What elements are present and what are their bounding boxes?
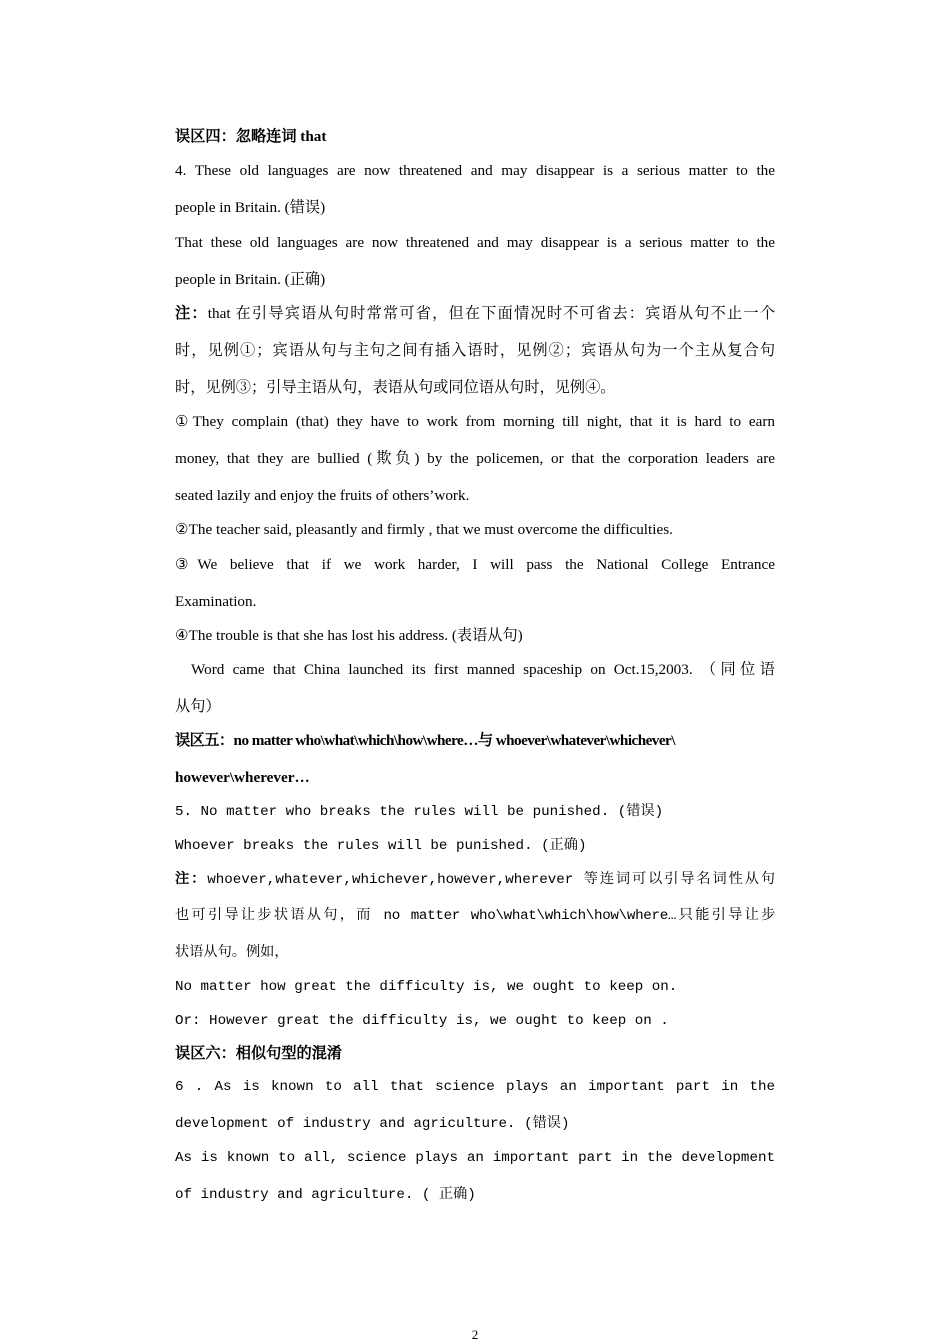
example-4-correct-line-2: people in Britain. (正确) xyxy=(175,271,326,288)
example-5-no-matter: No matter how great the difficulty is, we ought to keep on. xyxy=(175,979,678,995)
example-4-correct-line-1: That these old languages are now threatened and may disappear is a serious matter to the xyxy=(175,234,775,251)
note-5-line-3: 状语从句。例如， xyxy=(175,945,289,961)
note-4-line-3: 时，见例③；引导主语从句，表语从句或同位语从句时，见例④。 xyxy=(175,379,616,396)
heading-error-zone-5-line-1: 误区五：no matter who\what\which\how\where…与 whoever\whatever\whichever\ xyxy=(175,732,675,749)
example-c-line-2: Examination. xyxy=(175,593,257,610)
note-5-line-2: 也可引导让步状语从句，而 no matter who\what\which\how\where…只能引导让步 xyxy=(175,908,775,924)
note-text: whoever,whatever,whichever,however,wherever 等连词可以引导名词性从句 xyxy=(207,872,775,888)
example-6-wrong-line-2: development of industry and agriculture. (错误) xyxy=(175,1116,570,1132)
example-4-wrong-line-2: people in Britain. (错误) xyxy=(175,199,326,216)
note-label: 注： xyxy=(175,305,208,322)
note-text: that 在引导宾语从句时常常可省，但在下面情况时不可省去：宾语从句不止一个 xyxy=(207,305,776,322)
example-5-correct: Whoever breaks the rules will be punished. (正确) xyxy=(175,838,587,854)
note-label: 注： xyxy=(175,871,208,887)
note-5-line-1 xyxy=(175,869,775,890)
example-c-line-1: ③We believe that if we work harder, I will pass the National College Entrance xyxy=(175,556,775,573)
example-appositive-line-2: 从句） xyxy=(175,698,221,715)
heading-error-zone-5-line-2: however\wherever… xyxy=(175,769,310,786)
example-b: ②The teacher said, pleasantly and firmly , that we must overcome the difficulties. xyxy=(175,521,673,538)
heading-error-zone-4: 误区四：忽略连词 that xyxy=(175,128,327,145)
heading-error-zone-6: 误区六：相似句型的混淆 xyxy=(175,1045,343,1062)
example-5-wrong: 5. No matter who breaks the rules will be punished. (错误) xyxy=(175,804,664,820)
example-d: ④The trouble is that she has lost his address. (表语从句) xyxy=(175,627,523,644)
note-4-line-2: 时，见例①；宾语从句与主句之间有插入语时，见例②；宾语从句为一个主从复合句 xyxy=(175,342,775,359)
example-a-line-2: money, that they are bullied (欺负) by the policemen, or that the corporation leaders are xyxy=(175,450,775,467)
example-6-wrong-line-1: 6 . As is known to all that science plays an important part in the xyxy=(175,1079,775,1095)
page-number: 2 xyxy=(471,1327,479,1342)
example-6-correct-line-1: As is known to all, science plays an important part in the development xyxy=(175,1150,775,1166)
example-5-however: Or: However great the difficulty is, we ought to keep on . xyxy=(175,1013,669,1029)
note-4-line-1 xyxy=(175,304,775,324)
example-a-line-3: seated lazily and enjoy the fruits of others’work. xyxy=(175,487,470,504)
example-4-wrong-line-1: 4. These old languages are now threatened and may disappear is a serious matter to the xyxy=(175,162,775,179)
example-appositive-line-1: Word came that China launched its first manned spaceship on Oct.15,2003. （同位语 xyxy=(191,661,775,678)
example-a-line-1: ①They complain (that) they have to work from morning till night, that it is hard to earn xyxy=(175,413,775,430)
example-6-correct-line-2: of industry and agriculture. ( 正确) xyxy=(175,1187,476,1203)
